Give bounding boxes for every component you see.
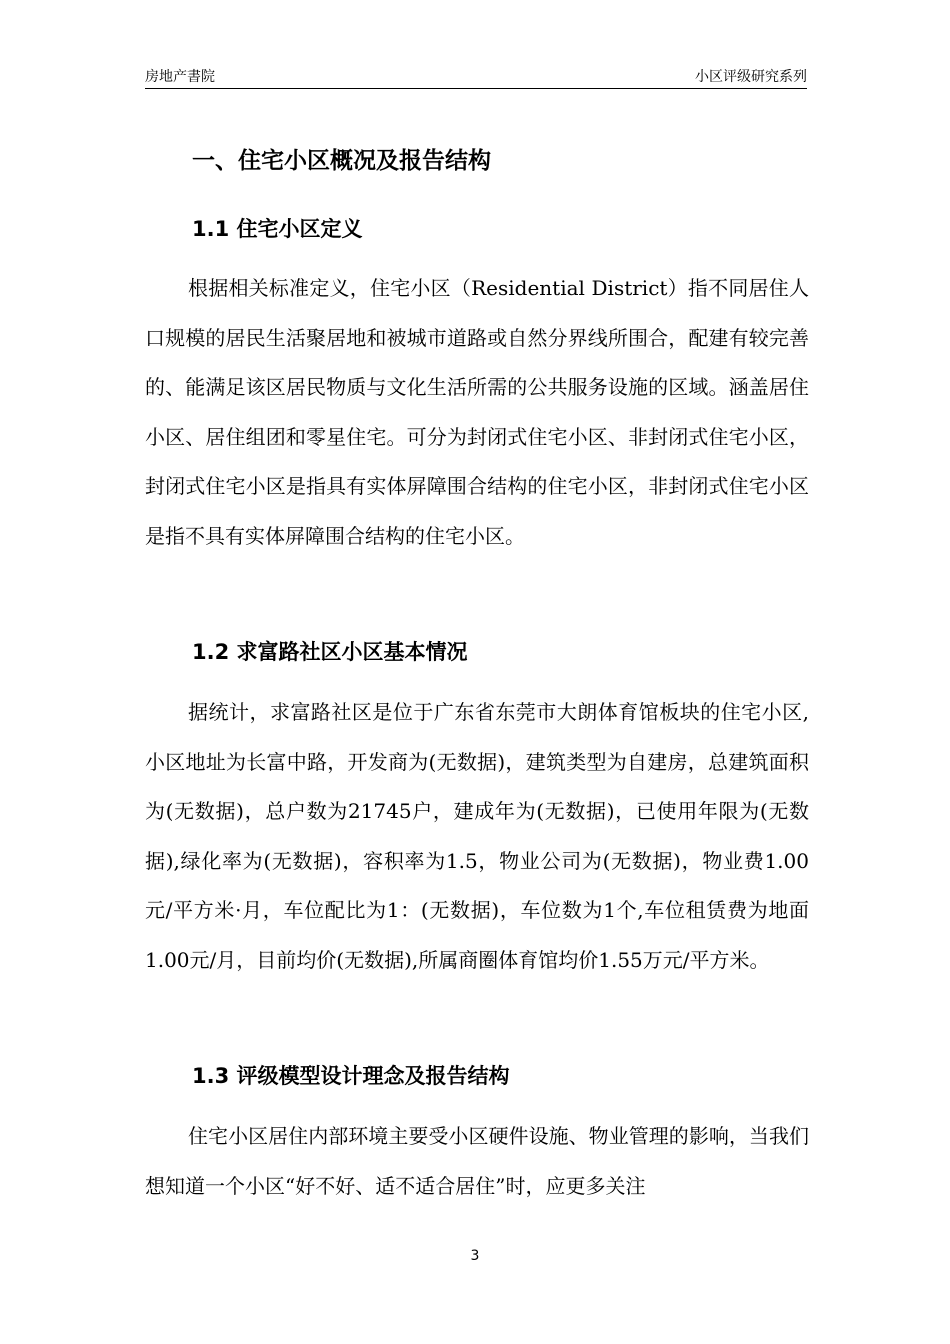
header-publisher: 房地产書院 [145, 69, 215, 85]
section-paragraph-1-2: 据统计，求富路社区是位于广东省东莞市大朗体育馆板块的住宅小区,小区地址为长富中路，开发商为(无数据)，建筑类型为自建房，总建筑面积为(无数据)，总户数为21745户，建成年为(无数据)，已使用年限为(无数据),绿化率为(无数据)，容积率为1.5，物业公司为(无数据)，物业费1.00元/平方米·月，车位配比为1：(无数据)，车位数为1个,车位租赁费为地面1.00元/月，目前均价(无数据),所属商圈体育馆均价1.55万元/平方米。 [145, 700, 809, 972]
header-series-title: 小区评级研究系列 [695, 69, 807, 85]
section-heading-1-3: 1.3 评级模型设计理念及报告结构 [192, 1064, 510, 1088]
section-paragraph-1-3: 住宅小区居住内部环境主要受小区硬件设施、物业管理的影响，当我们想知道一个小区“好不好、适不适合居住”时，应更多关注 [145, 1124, 809, 1198]
section-paragraph-1-1: 根据相关标准定义，住宅小区（Residential District）指不同居住人口规模的居民生活聚居地和被城市道路或自然分界线所围合，配建有较完善的、能满足该区居民物质与文化生活所需的公共服务设施的区域。涵盖居住小区、居住组团和零星住宅。可分为封闭式住宅小区、非封闭式住宅小区，封闭式住宅小区是指具有实体屏障围合结构的住宅小区，非封闭式住宅小区是指不具有实体屏障围合结构的住宅小区。 [145, 276, 809, 548]
chapter-heading: 一、住宅小区概况及报告结构 [192, 148, 491, 174]
section-heading-1-2: 1.2 求富路社区小区基本情况 [192, 640, 468, 664]
section-heading-1-1: 1.1 住宅小区定义 [192, 217, 363, 241]
page-header [145, 64, 807, 89]
page-number: 3 [470, 1248, 480, 1264]
